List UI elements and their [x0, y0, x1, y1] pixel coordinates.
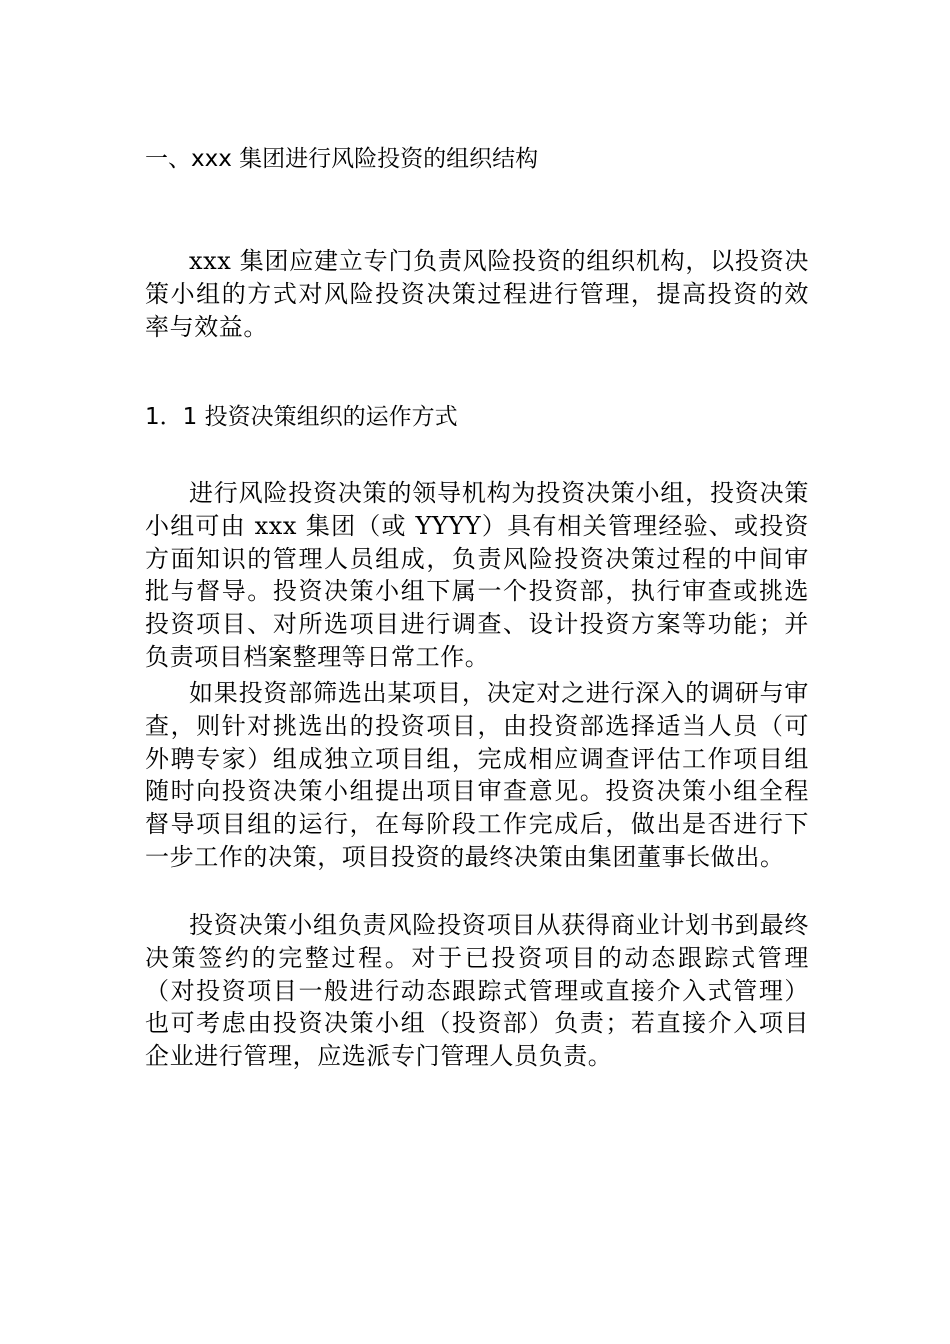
body-paragraph-3: 投资决策小组负责风险投资项目从获得商业计划书到最终决策签约的完整过程。对于已投资项目的动态跟踪式管理（对投资项目一般进行动态跟踪式管理或直接介入式管理）也可考虑由投资决策小组（投资部）负责；若直接介入项目企业进行管理，应选派专门管理人员负责。 — [145, 911, 809, 1071]
subsection-heading: 1．1 投资决策组织的运作方式 — [145, 404, 458, 430]
body-paragraph-1: 进行风险投资决策的领导机构为投资决策小组，投资决策小组可由 xxx 集团（或 YYYY）具有相关管理经验、或投资方面知识的管理人员组成，负责风险投资决策过程的中间审批与督导。投资决策小组下属一个投资部，执行审查或挑选投资项目、对所选项目进行调查、设计投资方案等功能；并负责项目档案整理等日常工作。 — [145, 479, 809, 671]
body-paragraph-2: 如果投资部筛选出某项目，决定对之进行深入的调研与审查，则针对挑选出的投资项目，由投资部选择适当人员（可外聘专家）组成独立项目组，完成相应调查评估工作项目组随时向投资决策小组提出项目审查意见。投资决策小组全程督导项目组的运行，在每阶段工作完成后，做出是否进行下一步工作的决策，项目投资的最终决策由集团董事长做出。 — [145, 679, 809, 871]
section-heading: 一、xxx 集团进行风险投资的组织结构 — [145, 146, 539, 172]
intro-paragraph: xxx 集团应建立专门负责风险投资的组织机构，以投资决策小组的方式对风险投资决策过程进行管理，提高投资的效率与效益。 — [145, 247, 809, 341]
